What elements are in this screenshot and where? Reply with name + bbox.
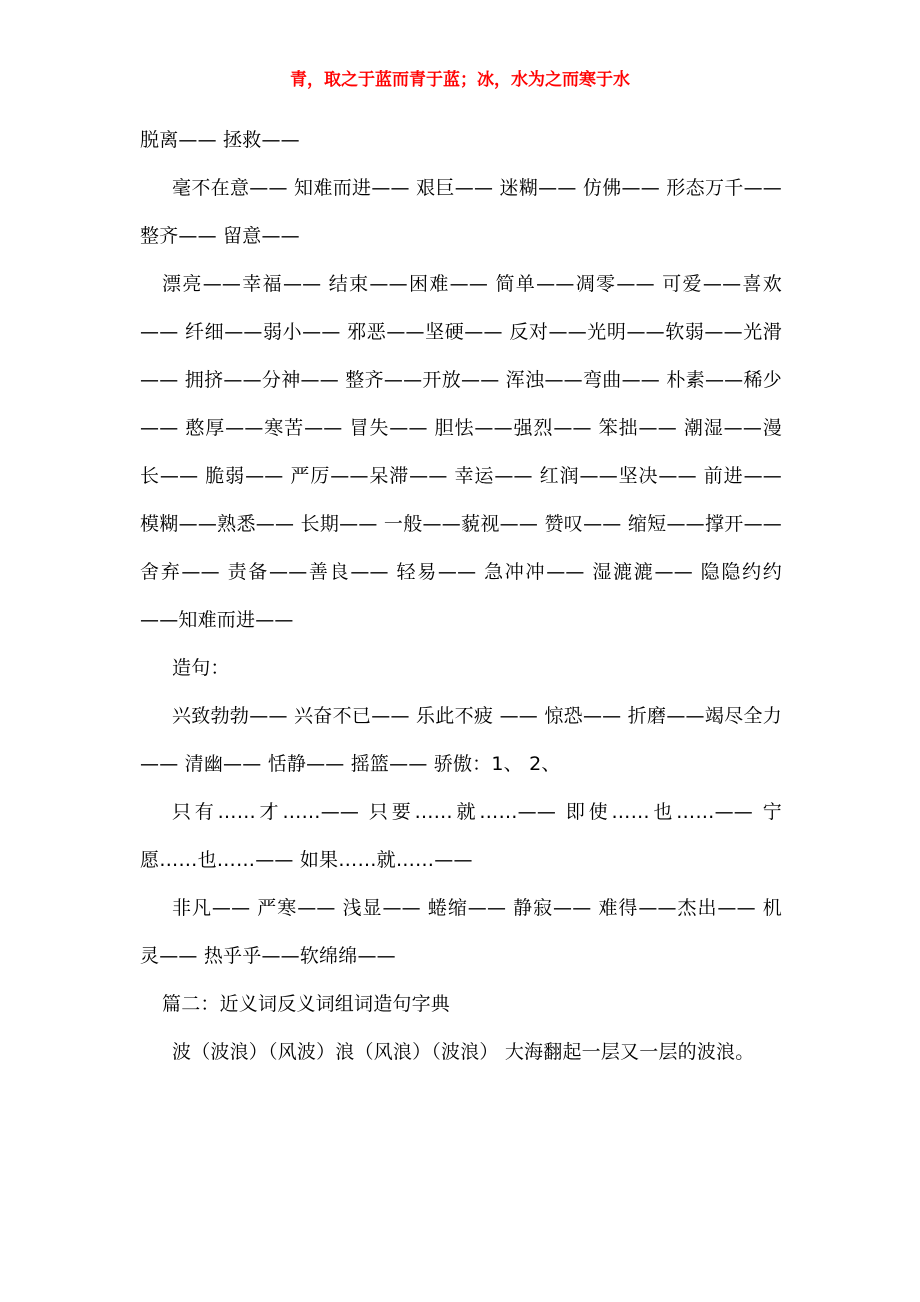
paragraph-section-two-title: 篇二：近义词反义词组词造句字典	[162, 993, 451, 1015]
header-motto: 青，取之于蓝而青于蓝；冰，水为之而寒于水	[290, 70, 630, 90]
paragraph-idioms: 毫不在意—— 知难而进—— 艰巨—— 迷糊—— 仿佛—— 形态万千—— 整齐—— 留意——	[140, 177, 782, 247]
document-body	[140, 116, 782, 1076]
paragraph-more-words: 非凡—— 严寒—— 浅显—— 蜷缩—— 静寂—— 难得——杰出—— 机灵—— 热乎乎——软绵绵——	[140, 897, 782, 967]
paragraph-wave-example: 波（波浪）（风波）浪（风浪）（波浪） 大海翻起一层又一层的波浪。	[172, 1041, 755, 1063]
paragraph-sentence-heading: 造句：	[172, 657, 230, 679]
paragraph-antonym-pairs: 漂亮——幸福—— 结束——困难—— 简单——凋零—— 可爱——喜欢—— 纤细——弱小—— 邪恶——坚硬—— 反对——光明——软弱——光滑—— 拥挤——分神—— 整齐——开放—— 浑浊——弯曲—— 朴素——稀少—— 憨厚——寒苦—— 冒失—— 胆怯——强烈—— 笨拙—— 潮湿——漫长—— 脆弱—— 严厉——呆滞—— 幸运—— 红润——坚决—— 前进—— 模糊——熟悉—— 长期—— 一般——藐视—— 赞叹—— 缩短——撑开—— 舍弃—— 责备——善良—— 轻易—— 急冲冲—— 湿漉漉—— 隐隐约约——知难而进——	[140, 273, 782, 631]
paragraph-conjunctions: 只有……才……—— 只要……就……—— 即使……也……—— 宁愿……也……—— 如果……就……——	[140, 801, 782, 871]
paragraph-sentence-words: 兴致勃勃—— 兴奋不已—— 乐此不疲 —— 惊恐—— 折磨——竭尽全力—— 清幽—— 恬静—— 摇篮—— 骄傲：1、 2、	[140, 705, 782, 775]
paragraph-antonyms-intro: 脱离—— 拯救——	[140, 129, 300, 151]
